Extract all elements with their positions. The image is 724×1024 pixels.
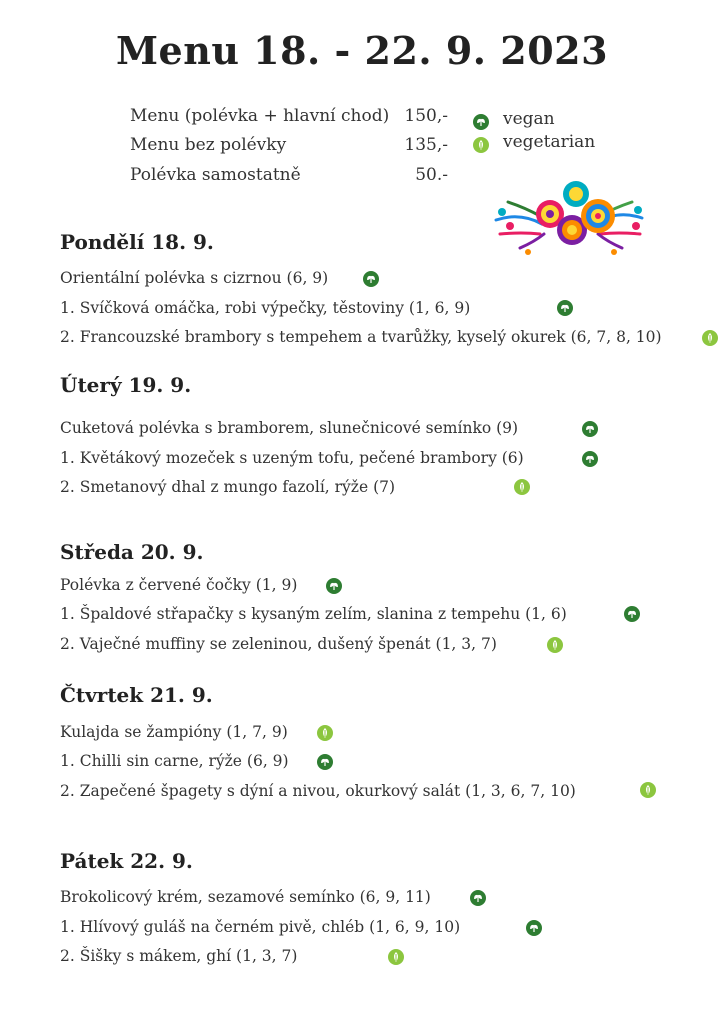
vegan-icon [582, 421, 598, 437]
menu-item-1: 1. Svíčková omáčka, robi výpečky, těstoviny (1, 6, 9) [60, 299, 471, 317]
menu-item-2: 2. Šišky s mákem, ghí (1, 3, 7) [60, 947, 298, 965]
price-value: 50.- [415, 165, 448, 185]
menu-item-soup: Orientální polévka s cizrnou (6, 9) [60, 269, 329, 287]
legend-vegetarian-label: vegetarian [503, 132, 596, 152]
menu-item-soup: Cuketová polévka s bramborem, slunečnicové semínko (9) [60, 419, 519, 437]
menu-item-1: 1. Chilli sin carne, rýže (6, 9) [60, 752, 289, 770]
day-heading: Čtvrtek 21. 9. [60, 683, 213, 707]
vegan-icon [473, 114, 489, 130]
price-label: Menu (polévka + hlavní chod) [130, 106, 390, 126]
vegetarian-icon [388, 949, 404, 965]
vegetarian-icon [514, 479, 530, 495]
price-label: Menu bez polévky [130, 135, 287, 155]
menu-item-1: 1. Květákový mozeček s uzeným tofu, pečené brambory (6) [60, 449, 524, 467]
menu-item-2: 2. Zapečené špagety s dýní a nivou, okurkový salát (1, 3, 6, 7, 10) [60, 782, 576, 800]
menu-item-soup: Kulajda se žampióny (1, 7, 9) [60, 723, 288, 741]
day-heading: Středa 20. 9. [60, 540, 204, 564]
vegan-icon [526, 920, 542, 936]
menu-item-2: 2. Vaječné muffiny se zeleninou, dušený špenát (1, 3, 7) [60, 635, 497, 653]
price-value: 150,- [404, 106, 448, 126]
vegan-icon [582, 451, 598, 467]
menu-item-1: 1. Špaldové střapačky s kysaným zelím, slanina z tempehu (1, 6) [60, 605, 567, 623]
vegetarian-icon [547, 637, 563, 653]
page-title: Menu 18. - 22. 9. 2023 [115, 28, 609, 73]
vegan-icon [557, 300, 573, 316]
flower-decoration-icon [490, 172, 650, 272]
vegan-icon [326, 578, 342, 594]
menu-item-soup: Brokolicový krém, sezamové semínko (6, 9, 11) [60, 888, 431, 906]
day-heading: Úterý 19. 9. [60, 373, 192, 397]
vegetarian-icon [317, 725, 333, 741]
menu-item-2: 2. Smetanový dhal z mungo fazolí, rýže (7) [60, 478, 396, 496]
vegan-icon [317, 754, 333, 770]
legend-vegan-label: vegan [503, 109, 555, 129]
vegan-icon [624, 606, 640, 622]
vegan-icon [363, 271, 379, 287]
vegetarian-icon [640, 782, 656, 798]
menu-item-soup: Polévka z červené čočky (1, 9) [60, 576, 298, 594]
vegan-icon [470, 890, 486, 906]
menu-item-1: 1. Hlívový guláš na černém pivě, chléb (1, 6, 9, 10) [60, 918, 461, 936]
price-label: Polévka samostatně [130, 165, 301, 185]
day-heading: Pondělí 18. 9. [60, 230, 214, 254]
menu-item-2: 2. Francouzské brambory s tempehem a tvarůžky, kyselý okurek (6, 7, 8, 10) [60, 328, 662, 346]
day-heading: Pátek 22. 9. [60, 849, 193, 873]
vegetarian-icon [473, 137, 489, 153]
vegetarian-icon [702, 330, 718, 346]
price-value: 135,- [404, 135, 448, 155]
